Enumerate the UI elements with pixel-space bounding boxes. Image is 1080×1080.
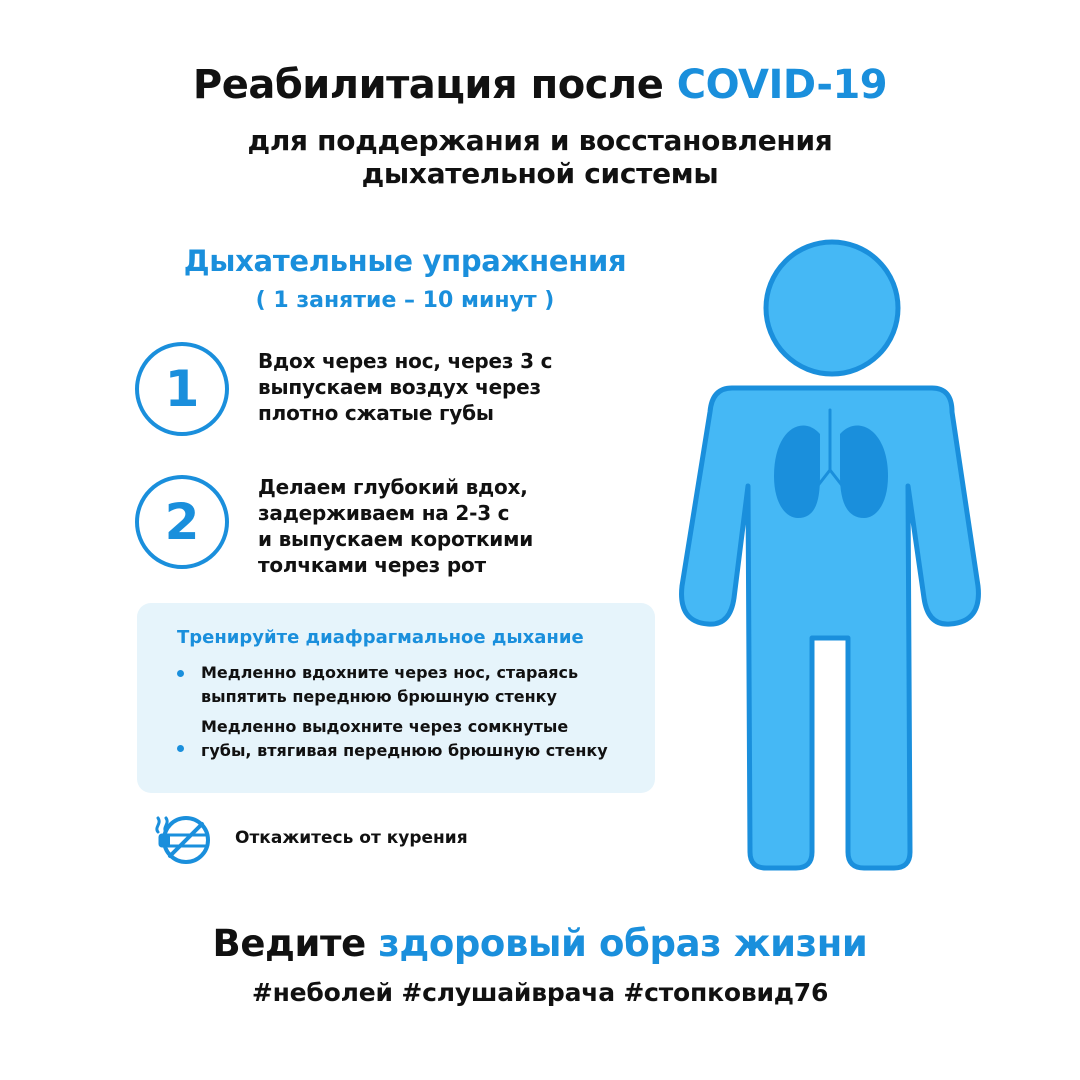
step-text-2: [258, 474, 598, 578]
diaphragm-tip-box: [137, 603, 655, 793]
human-body-lungs-icon: [670, 236, 990, 876]
no-smoking-icon: [152, 810, 214, 866]
step-number-1: 1: [135, 342, 229, 436]
step-line: задерживаем на 2-3 с: [258, 501, 510, 525]
footer-title-main: Ведите: [212, 922, 366, 965]
page-title: [0, 62, 1080, 108]
title-accent: COVID-19: [676, 62, 888, 108]
step-line: толчками через рот: [258, 553, 486, 577]
hashtags: #неболей #слушайврача #стопковид76: [251, 978, 829, 1007]
exercises-title: Дыхательные упражнения: [183, 244, 627, 278]
step-number-2: 2: [135, 475, 229, 569]
tip-title: Тренируйте диафрагмальное дыхание: [177, 627, 584, 648]
tip-item-lines: [201, 715, 608, 763]
bullet-icon: [177, 670, 184, 677]
tip-line: Медленно вдохните через нос, стараясь: [201, 663, 579, 682]
exercises-duration: ( 1 занятие – 10 минут ): [255, 288, 555, 313]
step-line: выпускаем воздух через: [258, 375, 541, 399]
page-subtitle: [0, 124, 1080, 190]
subtitle-line: дыхательной системы: [361, 157, 719, 190]
tip-item-lines: [201, 661, 578, 709]
tip-line: Медленно выдохните через сомкнутые: [201, 717, 569, 736]
step-line: и выпускаем короткими: [258, 527, 534, 551]
step-line: плотно сжатые губы: [258, 401, 494, 425]
footer-title: [0, 922, 1080, 965]
tip-line: выпятить переднюю брюшную стенку: [201, 687, 557, 706]
no-smoking-text: Откажитесь от курения: [235, 828, 468, 848]
bullet-icon: [177, 745, 184, 752]
step-line: Вдох через нос, через 3 с: [258, 349, 553, 373]
step-line: Делаем глубокий вдох,: [258, 475, 528, 499]
tip-line: губы, втягивая переднюю брюшную стенку: [201, 741, 608, 760]
footer-title-accent: здоровый образ жизни: [378, 922, 868, 965]
title-main: Реабилитация после: [192, 62, 664, 108]
subtitle-line: для поддержания и восстановления: [247, 124, 833, 157]
step-text-1: [258, 348, 598, 426]
